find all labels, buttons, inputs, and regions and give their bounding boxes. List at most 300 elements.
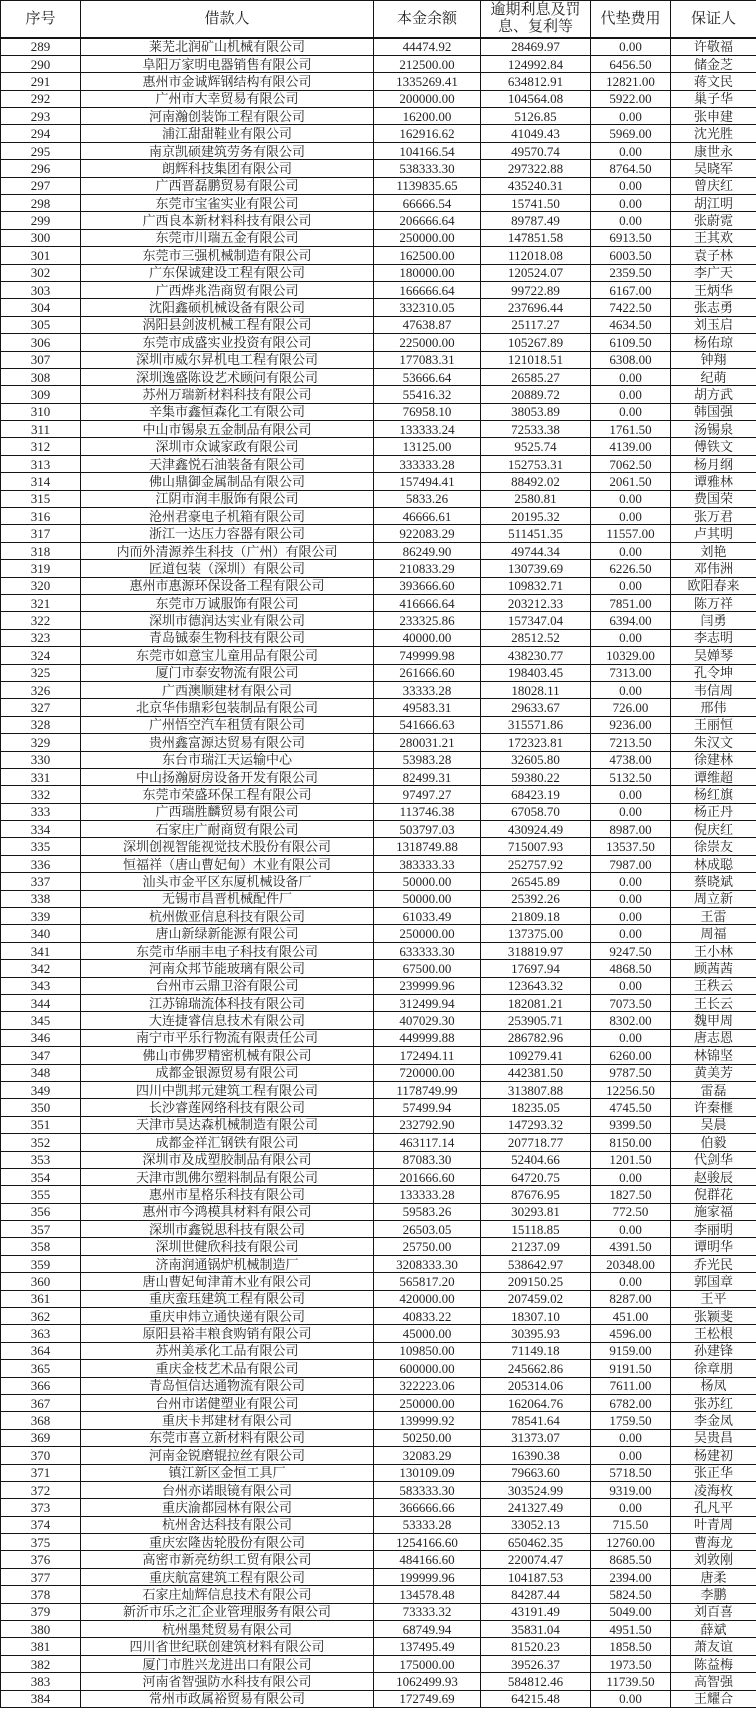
cell-guarantor: 费国荣 xyxy=(671,490,756,507)
cell-advance: 13537.50 xyxy=(591,838,671,855)
cell-interest: 41049.43 xyxy=(481,125,591,142)
cell-guarantor: 曹海龙 xyxy=(671,1534,756,1551)
cell-index: 354 xyxy=(1,1168,81,1185)
cell-principal: 172494.11 xyxy=(374,1047,481,1064)
cell-advance: 0.00 xyxy=(591,1221,671,1238)
cell-principal: 1335269.41 xyxy=(374,73,481,90)
table-row xyxy=(1,994,756,1011)
table-row xyxy=(1,629,756,646)
cell-principal: 449999.88 xyxy=(374,1029,481,1046)
cell-interest: 39526.37 xyxy=(481,1655,591,1672)
cell-principal: 137495.49 xyxy=(374,1638,481,1655)
cell-guarantor: 王雷 xyxy=(671,908,756,925)
cell-advance: 5049.00 xyxy=(591,1603,671,1620)
cell-interest: 220074.47 xyxy=(481,1551,591,1568)
cell-interest: 28469.97 xyxy=(481,38,591,55)
cell-advance: 7611.00 xyxy=(591,1377,671,1394)
cell-guarantor: 孙建锋 xyxy=(671,1342,756,1359)
cell-borrower: 匠道包装（深圳）有限公司 xyxy=(81,560,374,577)
cell-advance: 7313.00 xyxy=(591,664,671,681)
cell-interest: 442381.50 xyxy=(481,1064,591,1081)
cell-advance: 6782.00 xyxy=(591,1394,671,1411)
cell-interest: 438230.77 xyxy=(481,647,591,664)
cell-advance: 4596.00 xyxy=(591,1325,671,1342)
cell-advance: 0.00 xyxy=(591,38,671,55)
cell-index: 318 xyxy=(1,542,81,559)
cell-interest: 99722.89 xyxy=(481,281,591,298)
column-header-advance: 代垫费用 xyxy=(591,1,671,39)
cell-advance: 6109.50 xyxy=(591,334,671,351)
cell-interest: 15118.85 xyxy=(481,1221,591,1238)
cell-advance: 8287.00 xyxy=(591,1290,671,1307)
cell-borrower: 成都金银源贸易有限公司 xyxy=(81,1064,374,1081)
cell-advance: 0.00 xyxy=(591,873,671,890)
cell-advance: 0.00 xyxy=(591,803,671,820)
table-row xyxy=(1,1029,756,1046)
cell-borrower: 杭州傲亚信息科技有限公司 xyxy=(81,908,374,925)
cell-interest: 109279.41 xyxy=(481,1047,591,1064)
cell-index: 353 xyxy=(1,1151,81,1168)
cell-advance: 9319.00 xyxy=(591,1481,671,1498)
cell-borrower: 苏州美承化工品有限公司 xyxy=(81,1342,374,1359)
cell-borrower: 内而外清源养生科技（广州）有限公司 xyxy=(81,542,374,559)
cell-guarantor: 卢其明 xyxy=(671,525,756,542)
cell-advance: 0.00 xyxy=(591,108,671,125)
cell-advance: 7073.50 xyxy=(591,994,671,1011)
cell-interest: 16390.38 xyxy=(481,1447,591,1464)
cell-guarantor: 李志明 xyxy=(671,629,756,646)
cell-borrower: 天津市昊达森机械制造有限公司 xyxy=(81,1116,374,1133)
cell-borrower: 恒福祥（唐山曹妃甸）木业有限公司 xyxy=(81,855,374,872)
table-row xyxy=(1,838,756,855)
column-header-principal: 本金余额 xyxy=(374,1,481,39)
cell-borrower: 东莞市荣盛环保工程有限公司 xyxy=(81,786,374,803)
cell-guarantor: 吴晨 xyxy=(671,1116,756,1133)
cell-principal: 1062499.93 xyxy=(374,1673,481,1690)
cell-borrower: 深圳市威尔昇机电工程有限公司 xyxy=(81,351,374,368)
cell-guarantor: 杨月纲 xyxy=(671,455,756,472)
table-row xyxy=(1,1081,756,1098)
cell-guarantor: 胡江明 xyxy=(671,195,756,212)
cell-guarantor: 欧阳春来 xyxy=(671,577,756,594)
cell-borrower: 中山市锡泉五金制品有限公司 xyxy=(81,421,374,438)
cell-principal: 503797.03 xyxy=(374,821,481,838)
cell-index: 380 xyxy=(1,1621,81,1638)
cell-principal: 322223.06 xyxy=(374,1377,481,1394)
table-row xyxy=(1,1308,756,1325)
cell-borrower: 重庆金枝艺术品有限公司 xyxy=(81,1360,374,1377)
cell-interest: 157347.04 xyxy=(481,612,591,629)
cell-guarantor: 钟翔 xyxy=(671,351,756,368)
cell-interest: 430924.49 xyxy=(481,821,591,838)
cell-guarantor: 王平 xyxy=(671,1290,756,1307)
cell-principal: 1318749.88 xyxy=(374,838,481,855)
cell-index: 322 xyxy=(1,612,81,629)
cell-principal: 25750.00 xyxy=(374,1238,481,1255)
cell-guarantor: 郭国章 xyxy=(671,1273,756,1290)
cell-borrower: 深圳市众诚家政有限公司 xyxy=(81,438,374,455)
cell-guarantor: 许敬福 xyxy=(671,38,756,55)
cell-index: 333 xyxy=(1,803,81,820)
cell-interest: 209150.25 xyxy=(481,1273,591,1290)
cell-borrower: 四川省世纪联创建筑材料有限公司 xyxy=(81,1638,374,1655)
cell-index: 329 xyxy=(1,734,81,751)
cell-guarantor: 王秩云 xyxy=(671,977,756,994)
cell-principal: 1254166.60 xyxy=(374,1534,481,1551)
cell-guarantor: 倪群花 xyxy=(671,1186,756,1203)
cell-interest: 5126.85 xyxy=(481,108,591,125)
cell-borrower: 汕头市金平区东厦机械设备厂 xyxy=(81,873,374,890)
cell-advance: 0.00 xyxy=(591,681,671,698)
cell-guarantor: 陈万祥 xyxy=(671,595,756,612)
cell-index: 342 xyxy=(1,960,81,977)
cell-principal: 113746.38 xyxy=(374,803,481,820)
cell-interest: 30293.81 xyxy=(481,1203,591,1220)
cell-guarantor: 魏甲周 xyxy=(671,1012,756,1029)
cell-borrower: 台州市云鼎卫浴有限公司 xyxy=(81,977,374,994)
cell-advance: 4951.50 xyxy=(591,1621,671,1638)
table-row xyxy=(1,438,756,455)
table-row xyxy=(1,612,756,629)
cell-principal: 225000.00 xyxy=(374,334,481,351)
cell-principal: 67500.00 xyxy=(374,960,481,977)
cell-interest: 52404.66 xyxy=(481,1151,591,1168)
cell-borrower: 深圳世健欣科技有限公司 xyxy=(81,1238,374,1255)
cell-principal: 53333.28 xyxy=(374,1516,481,1533)
cell-index: 292 xyxy=(1,90,81,107)
cell-advance: 6308.00 xyxy=(591,351,671,368)
cell-borrower: 河南金锐磨辊拉丝有限公司 xyxy=(81,1447,374,1464)
cell-interest: 104187.53 xyxy=(481,1568,591,1585)
cell-principal: 162916.62 xyxy=(374,125,481,142)
cell-borrower: 惠州市今鸿模具材料有限公司 xyxy=(81,1203,374,1220)
table-row xyxy=(1,108,756,125)
cell-index: 330 xyxy=(1,751,81,768)
table-row xyxy=(1,925,756,942)
cell-principal: 232792.90 xyxy=(374,1116,481,1133)
cell-guarantor: 谭维超 xyxy=(671,768,756,785)
cell-principal: 177083.31 xyxy=(374,351,481,368)
cell-interest: 38053.89 xyxy=(481,403,591,420)
cell-interest: 123643.32 xyxy=(481,977,591,994)
cell-interest: 88492.02 xyxy=(481,473,591,490)
cell-index: 336 xyxy=(1,855,81,872)
cell-index: 352 xyxy=(1,1134,81,1151)
cell-borrower: 东莞市如意宝儿童用品有限公司 xyxy=(81,647,374,664)
table-row xyxy=(1,1047,756,1064)
cell-index: 313 xyxy=(1,455,81,472)
table-row xyxy=(1,768,756,785)
cell-index: 349 xyxy=(1,1081,81,1098)
cell-index: 315 xyxy=(1,490,81,507)
cell-guarantor: 杨红旗 xyxy=(671,786,756,803)
table-row xyxy=(1,73,756,90)
table-row xyxy=(1,1638,756,1655)
cell-advance: 6913.50 xyxy=(591,229,671,246)
cell-advance: 4738.00 xyxy=(591,751,671,768)
table-row xyxy=(1,264,756,281)
cell-borrower: 重庆渝都园林有限公司 xyxy=(81,1499,374,1516)
cell-index: 374 xyxy=(1,1516,81,1533)
cell-guarantor: 李金凤 xyxy=(671,1412,756,1429)
table-row xyxy=(1,855,756,872)
cell-borrower: 佛山鼎御金属制品有限公司 xyxy=(81,473,374,490)
cell-borrower: 东莞市成盛实业投资有限公司 xyxy=(81,334,374,351)
cell-principal: 583333.30 xyxy=(374,1481,481,1498)
cell-advance: 0.00 xyxy=(591,977,671,994)
cell-guarantor: 周福 xyxy=(671,925,756,942)
cell-borrower: 重庆卡邦建材有限公司 xyxy=(81,1412,374,1429)
cell-index: 295 xyxy=(1,142,81,159)
cell-interest: 29633.67 xyxy=(481,699,591,716)
table-row xyxy=(1,908,756,925)
cell-index: 382 xyxy=(1,1655,81,1672)
cell-principal: 68749.94 xyxy=(374,1621,481,1638)
cell-principal: 565817.20 xyxy=(374,1273,481,1290)
cell-guarantor: 邓伟洲 xyxy=(671,560,756,577)
cell-borrower: 重庆宏隆齿轮股份有限公司 xyxy=(81,1534,374,1551)
cell-guarantor: 韩国强 xyxy=(671,403,756,420)
cell-interest: 112018.08 xyxy=(481,247,591,264)
cell-guarantor: 巢子华 xyxy=(671,90,756,107)
cell-advance: 10329.00 xyxy=(591,647,671,664)
cell-index: 326 xyxy=(1,681,81,698)
cell-advance: 6226.50 xyxy=(591,560,671,577)
cell-index: 298 xyxy=(1,195,81,212)
table-row xyxy=(1,1551,756,1568)
table-row xyxy=(1,1360,756,1377)
cell-guarantor: 林成聪 xyxy=(671,855,756,872)
cell-guarantor: 康世永 xyxy=(671,142,756,159)
cell-borrower: 沧州君豪电子机箱有限公司 xyxy=(81,508,374,525)
cell-advance: 0.00 xyxy=(591,1168,671,1185)
cell-index: 381 xyxy=(1,1638,81,1655)
cell-borrower: 河南众邦节能玻璃有限公司 xyxy=(81,960,374,977)
cell-interest: 120524.07 xyxy=(481,264,591,281)
cell-principal: 157494.41 xyxy=(374,473,481,490)
table-row xyxy=(1,316,756,333)
cell-principal: 420000.00 xyxy=(374,1290,481,1307)
cell-borrower: 广西澳顺建材有限公司 xyxy=(81,681,374,698)
cell-borrower: 广西晋磊鹏贸易有限公司 xyxy=(81,177,374,194)
table-row xyxy=(1,455,756,472)
cell-borrower: 高密市新亮纺织工贸有限公司 xyxy=(81,1551,374,1568)
cell-advance: 7851.00 xyxy=(591,595,671,612)
cell-advance: 0.00 xyxy=(591,629,671,646)
table-row xyxy=(1,1499,756,1516)
cell-borrower: 东台市瑞江天运输中心 xyxy=(81,751,374,768)
cell-advance: 8302.00 xyxy=(591,1012,671,1029)
cell-borrower: 深圳创视智能视觉技术股份有限公司 xyxy=(81,838,374,855)
cell-index: 377 xyxy=(1,1568,81,1585)
cell-guarantor: 孔令坤 xyxy=(671,664,756,681)
cell-index: 314 xyxy=(1,473,81,490)
column-header-guarantor: 保证人 xyxy=(671,1,756,39)
cell-advance: 5718.50 xyxy=(591,1464,671,1481)
cell-index: 371 xyxy=(1,1464,81,1481)
cell-advance: 4634.50 xyxy=(591,316,671,333)
cell-borrower: 东莞市三强机械制造有限公司 xyxy=(81,247,374,264)
cell-interest: 15741.50 xyxy=(481,195,591,212)
cell-guarantor: 曾庆红 xyxy=(671,177,756,194)
cell-borrower: 成都金祥汇钢铁有限公司 xyxy=(81,1134,374,1151)
cell-guarantor: 周立新 xyxy=(671,890,756,907)
cell-guarantor: 徐崇友 xyxy=(671,838,756,855)
cell-interest: 205314.06 xyxy=(481,1377,591,1394)
cell-interest: 253905.71 xyxy=(481,1012,591,1029)
cell-advance: 5824.50 xyxy=(591,1586,671,1603)
table-row xyxy=(1,1203,756,1220)
table-row xyxy=(1,368,756,385)
cell-index: 321 xyxy=(1,595,81,612)
cell-interest: 26585.27 xyxy=(481,368,591,385)
cell-guarantor: 代剑华 xyxy=(671,1151,756,1168)
cell-borrower: 惠州市星格乐科技有限公司 xyxy=(81,1186,374,1203)
cell-borrower: 杭州墨梵贸易有限公司 xyxy=(81,1621,374,1638)
cell-index: 317 xyxy=(1,525,81,542)
cell-guarantor: 张颖斐 xyxy=(671,1308,756,1325)
cell-borrower: 朗辉科技集团有限公司 xyxy=(81,160,374,177)
cell-advance: 7213.50 xyxy=(591,734,671,751)
cell-principal: 199999.96 xyxy=(374,1568,481,1585)
cell-index: 378 xyxy=(1,1586,81,1603)
cell-interest: 49570.74 xyxy=(481,142,591,159)
cell-guarantor: 王炳华 xyxy=(671,281,756,298)
cell-borrower: 广西瑞胜麟贸易有限公司 xyxy=(81,803,374,820)
cell-borrower: 阜阳万家明电器销售有限公司 xyxy=(81,55,374,72)
table-row xyxy=(1,1290,756,1307)
cell-interest: 32605.80 xyxy=(481,751,591,768)
cell-borrower: 深圳逸盛陈设艺术顾问有限公司 xyxy=(81,368,374,385)
table-row xyxy=(1,821,756,838)
column-header-interest: 逾期利息及罚息、复利等 xyxy=(481,1,591,39)
cell-guarantor: 孔凡平 xyxy=(671,1499,756,1516)
cell-borrower: 广州市大幸贸易有限公司 xyxy=(81,90,374,107)
cell-principal: 333333.28 xyxy=(374,455,481,472)
cell-advance: 8685.50 xyxy=(591,1551,671,1568)
cell-interest: 64720.75 xyxy=(481,1168,591,1185)
cell-advance: 1201.50 xyxy=(591,1151,671,1168)
cell-interest: 35831.04 xyxy=(481,1621,591,1638)
table-row xyxy=(1,1621,756,1638)
table-row xyxy=(1,1534,756,1551)
cell-index: 303 xyxy=(1,281,81,298)
cell-interest: 18307.10 xyxy=(481,1308,591,1325)
cell-borrower: 河南瀚创装饰工程有限公司 xyxy=(81,108,374,125)
cell-index: 309 xyxy=(1,386,81,403)
cell-interest: 121018.51 xyxy=(481,351,591,368)
cell-interest: 318819.97 xyxy=(481,942,591,959)
cell-principal: 200000.00 xyxy=(374,90,481,107)
cell-borrower: 涡阳县剑波机械工程有限公司 xyxy=(81,316,374,333)
table-row xyxy=(1,1394,756,1411)
cell-borrower: 江苏锦瑞流体科技有限公司 xyxy=(81,994,374,1011)
cell-advance: 7422.50 xyxy=(591,299,671,316)
cell-guarantor: 王耀合 xyxy=(671,1690,756,1707)
cell-advance: 12821.00 xyxy=(591,73,671,90)
cell-principal: 134578.48 xyxy=(374,1586,481,1603)
table-row xyxy=(1,1325,756,1342)
cell-advance: 6394.00 xyxy=(591,612,671,629)
cell-guarantor: 胡方武 xyxy=(671,386,756,403)
cell-index: 365 xyxy=(1,1360,81,1377)
cell-index: 327 xyxy=(1,699,81,716)
cell-borrower: 台州亦诺眼镜有限公司 xyxy=(81,1481,374,1498)
cell-advance: 0.00 xyxy=(591,1499,671,1516)
cell-index: 369 xyxy=(1,1429,81,1446)
table-row xyxy=(1,977,756,994)
cell-principal: 749999.98 xyxy=(374,647,481,664)
cell-interest: 511451.35 xyxy=(481,525,591,542)
cell-interest: 137375.00 xyxy=(481,925,591,942)
cell-advance: 11557.00 xyxy=(591,525,671,542)
cell-guarantor: 施家福 xyxy=(671,1203,756,1220)
cell-interest: 89787.49 xyxy=(481,212,591,229)
cell-interest: 237696.44 xyxy=(481,299,591,316)
cell-index: 316 xyxy=(1,508,81,525)
cell-borrower: 深圳市德润达实业有限公司 xyxy=(81,612,374,629)
table-row xyxy=(1,508,756,525)
table-row xyxy=(1,1273,756,1290)
cell-borrower: 浦江甜甜鞋业有限公司 xyxy=(81,125,374,142)
cell-interest: 18028.11 xyxy=(481,681,591,698)
cell-guarantor: 陈益梅 xyxy=(671,1655,756,1672)
cell-borrower: 中山扬瀚厨房设备开发有限公司 xyxy=(81,768,374,785)
table-row xyxy=(1,873,756,890)
cell-index: 290 xyxy=(1,55,81,72)
cell-guarantor: 吴晓军 xyxy=(671,160,756,177)
cell-interest: 30395.93 xyxy=(481,1325,591,1342)
cell-guarantor: 韦信周 xyxy=(671,681,756,698)
cell-guarantor: 黄美芳 xyxy=(671,1064,756,1081)
cell-index: 319 xyxy=(1,560,81,577)
cell-principal: 47638.87 xyxy=(374,316,481,333)
cell-advance: 0.00 xyxy=(591,212,671,229)
cell-interest: 33052.13 xyxy=(481,1516,591,1533)
table-row xyxy=(1,1377,756,1394)
column-header-borrower: 借款人 xyxy=(81,1,374,39)
cell-guarantor: 谭雅林 xyxy=(671,473,756,490)
table-row xyxy=(1,386,756,403)
cell-principal: 76958.10 xyxy=(374,403,481,420)
cell-borrower: 南京凯硕建筑劳务有限公司 xyxy=(81,142,374,159)
cell-interest: 17697.94 xyxy=(481,960,591,977)
table-row xyxy=(1,716,756,733)
cell-borrower: 天津鑫悦石油装备有限公司 xyxy=(81,455,374,472)
cell-advance: 12256.50 xyxy=(591,1081,671,1098)
cell-guarantor: 叶青周 xyxy=(671,1516,756,1533)
cell-advance: 0.00 xyxy=(591,1273,671,1290)
table-row xyxy=(1,490,756,507)
cell-guarantor: 许秦榧 xyxy=(671,1099,756,1116)
table-header xyxy=(1,1,756,39)
cell-interest: 21809.18 xyxy=(481,908,591,925)
cell-interest: 20195.32 xyxy=(481,508,591,525)
table-row xyxy=(1,1429,756,1446)
cell-advance: 0.00 xyxy=(591,1029,671,1046)
cell-advance: 1858.50 xyxy=(591,1638,671,1655)
cell-borrower: 大连捷睿信息技术有限公司 xyxy=(81,1012,374,1029)
cell-principal: 82499.31 xyxy=(374,768,481,785)
cell-guarantor: 乔光民 xyxy=(671,1255,756,1272)
cell-interest: 297322.88 xyxy=(481,160,591,177)
cell-interest: 87676.95 xyxy=(481,1186,591,1203)
cell-index: 379 xyxy=(1,1603,81,1620)
cell-guarantor: 张万君 xyxy=(671,508,756,525)
cell-index: 356 xyxy=(1,1203,81,1220)
cell-borrower: 辛集市鑫恒森化工有限公司 xyxy=(81,403,374,420)
cell-guarantor: 刘玉启 xyxy=(671,316,756,333)
